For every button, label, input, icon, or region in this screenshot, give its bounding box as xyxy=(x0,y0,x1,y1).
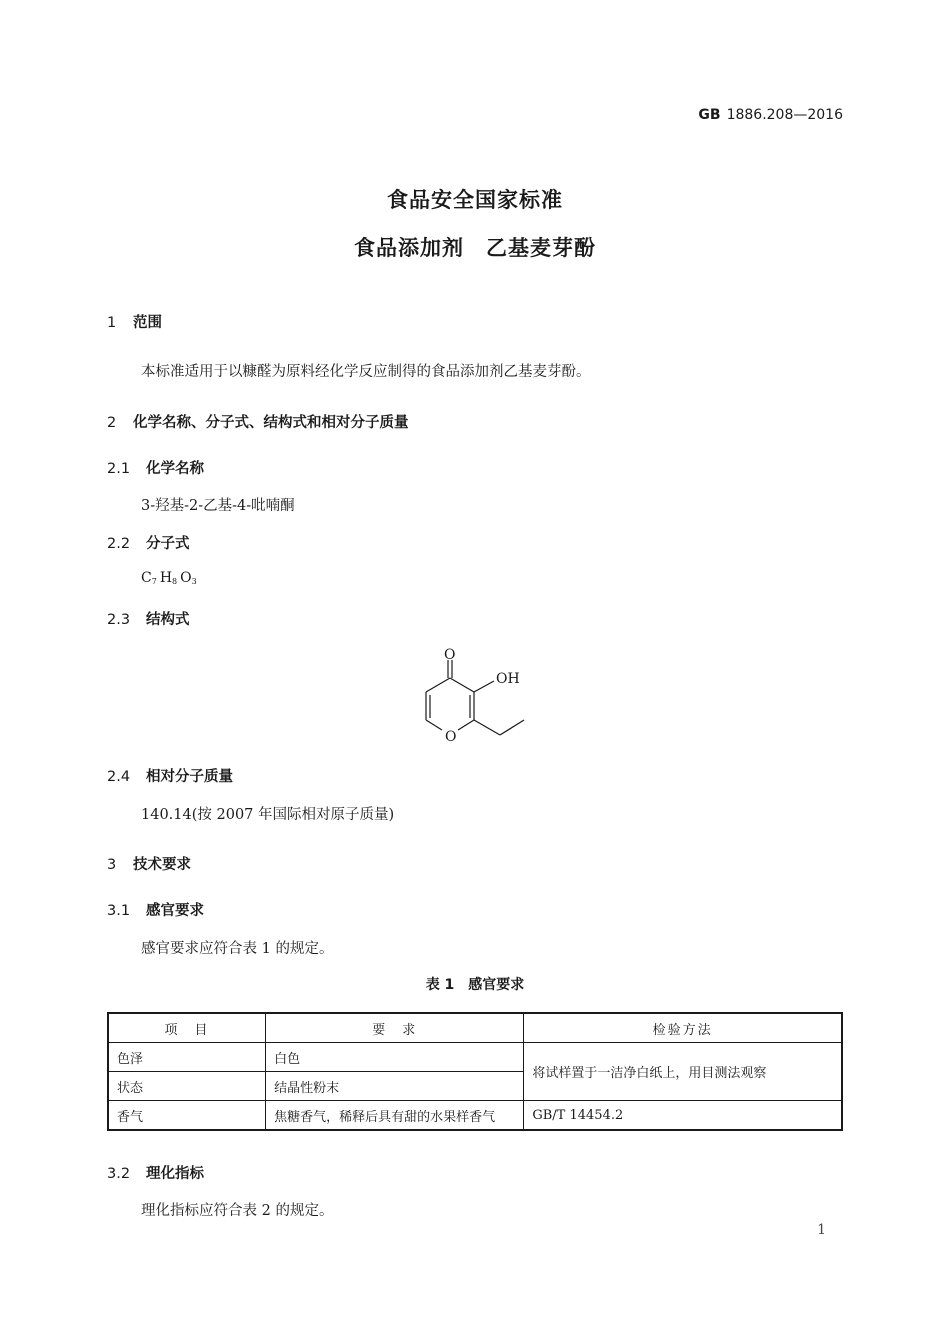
section-3-heading: 3 技术要求 xyxy=(107,857,191,873)
section-2-2-heading: 2.2 分子式 xyxy=(107,536,190,552)
item-cell: 色泽 xyxy=(108,1043,266,1072)
section-2-4-heading: 2.4 相对分子质量 xyxy=(107,769,233,785)
sensory-requirements-table xyxy=(107,1012,843,1131)
document-subtitle: 食品添加剂 乙基麦芽酚 xyxy=(354,236,596,260)
header-requirement: 要 求 xyxy=(266,1013,524,1043)
item-cell: 香气 xyxy=(108,1101,266,1131)
page-number: 1 xyxy=(817,1222,826,1238)
document-title: 食品安全国家标准 xyxy=(387,188,563,212)
method-cell: GB/T 14454.2 xyxy=(524,1101,842,1131)
requirement-cell: 白色 xyxy=(266,1043,524,1072)
ring-bond-c5-c4 xyxy=(426,678,450,692)
section-1-heading: 1 范围 xyxy=(107,315,162,331)
requirement-cell: 焦糖香气，稀释后具有甜的水果样香气 xyxy=(266,1101,524,1131)
section-2-3-heading: 2.3 结构式 xyxy=(107,612,190,628)
header-item: 项 目 xyxy=(108,1013,266,1043)
item-cell: 状态 xyxy=(108,1072,266,1101)
structural-formula xyxy=(405,642,545,752)
standard-code: 1886.208—2016 xyxy=(726,107,843,123)
atom-o-ring: O xyxy=(445,729,457,745)
ethyl-bond-1 xyxy=(474,720,500,735)
table-1-caption: 表 1 感官要求 xyxy=(425,977,525,993)
section-1-text: 本标准适用于以糠醛为原料经化学反应制得的食品添加剂乙基麦芽酚。 xyxy=(141,364,591,380)
molecular-formula: $C_7$ $H_8$ $O_3$ xyxy=(141,570,197,586)
atom-o-carbonyl: O xyxy=(444,647,456,663)
atom-oh: OH xyxy=(496,671,520,687)
section-3-2-heading: 3.2 理化指标 xyxy=(107,1166,204,1182)
ring-bond-c4-c3 xyxy=(450,678,474,692)
hydroxyl-bond xyxy=(474,681,494,692)
table-row xyxy=(108,1101,842,1131)
table-row xyxy=(108,1043,842,1072)
section-3-1-text: 感官要求应符合表 1 的规定。 xyxy=(141,941,334,957)
ring-bond-o-c6 xyxy=(426,720,442,730)
section-2-heading: 2 化学名称、分子式、结构式和相对分子质量 xyxy=(107,415,409,431)
table-header-row xyxy=(108,1013,842,1043)
section-3-1-heading: 3.1 感官要求 xyxy=(107,903,204,919)
header-method: 检验方法 xyxy=(524,1013,842,1043)
ring-bond-c2-o xyxy=(458,720,474,730)
molecular-mass: 140.14(按 2007 年国际相对原子质量) xyxy=(141,807,395,823)
section-3-2-text: 理化指标应符合表 2 的规定。 xyxy=(141,1203,334,1219)
requirement-cell: 结晶性粉末 xyxy=(266,1072,524,1101)
section-2-1-heading: 2.1 化学名称 xyxy=(107,461,204,477)
method-cell-merged: 将试样置于一洁净白纸上，用目测法观察 xyxy=(524,1043,842,1101)
ethyl-bond-2 xyxy=(500,720,524,735)
standard-prefix: GB xyxy=(698,107,721,123)
standard-number xyxy=(698,107,843,123)
chemical-name: 3-羟基-2-乙基-4-吡喃酮 xyxy=(141,498,295,514)
